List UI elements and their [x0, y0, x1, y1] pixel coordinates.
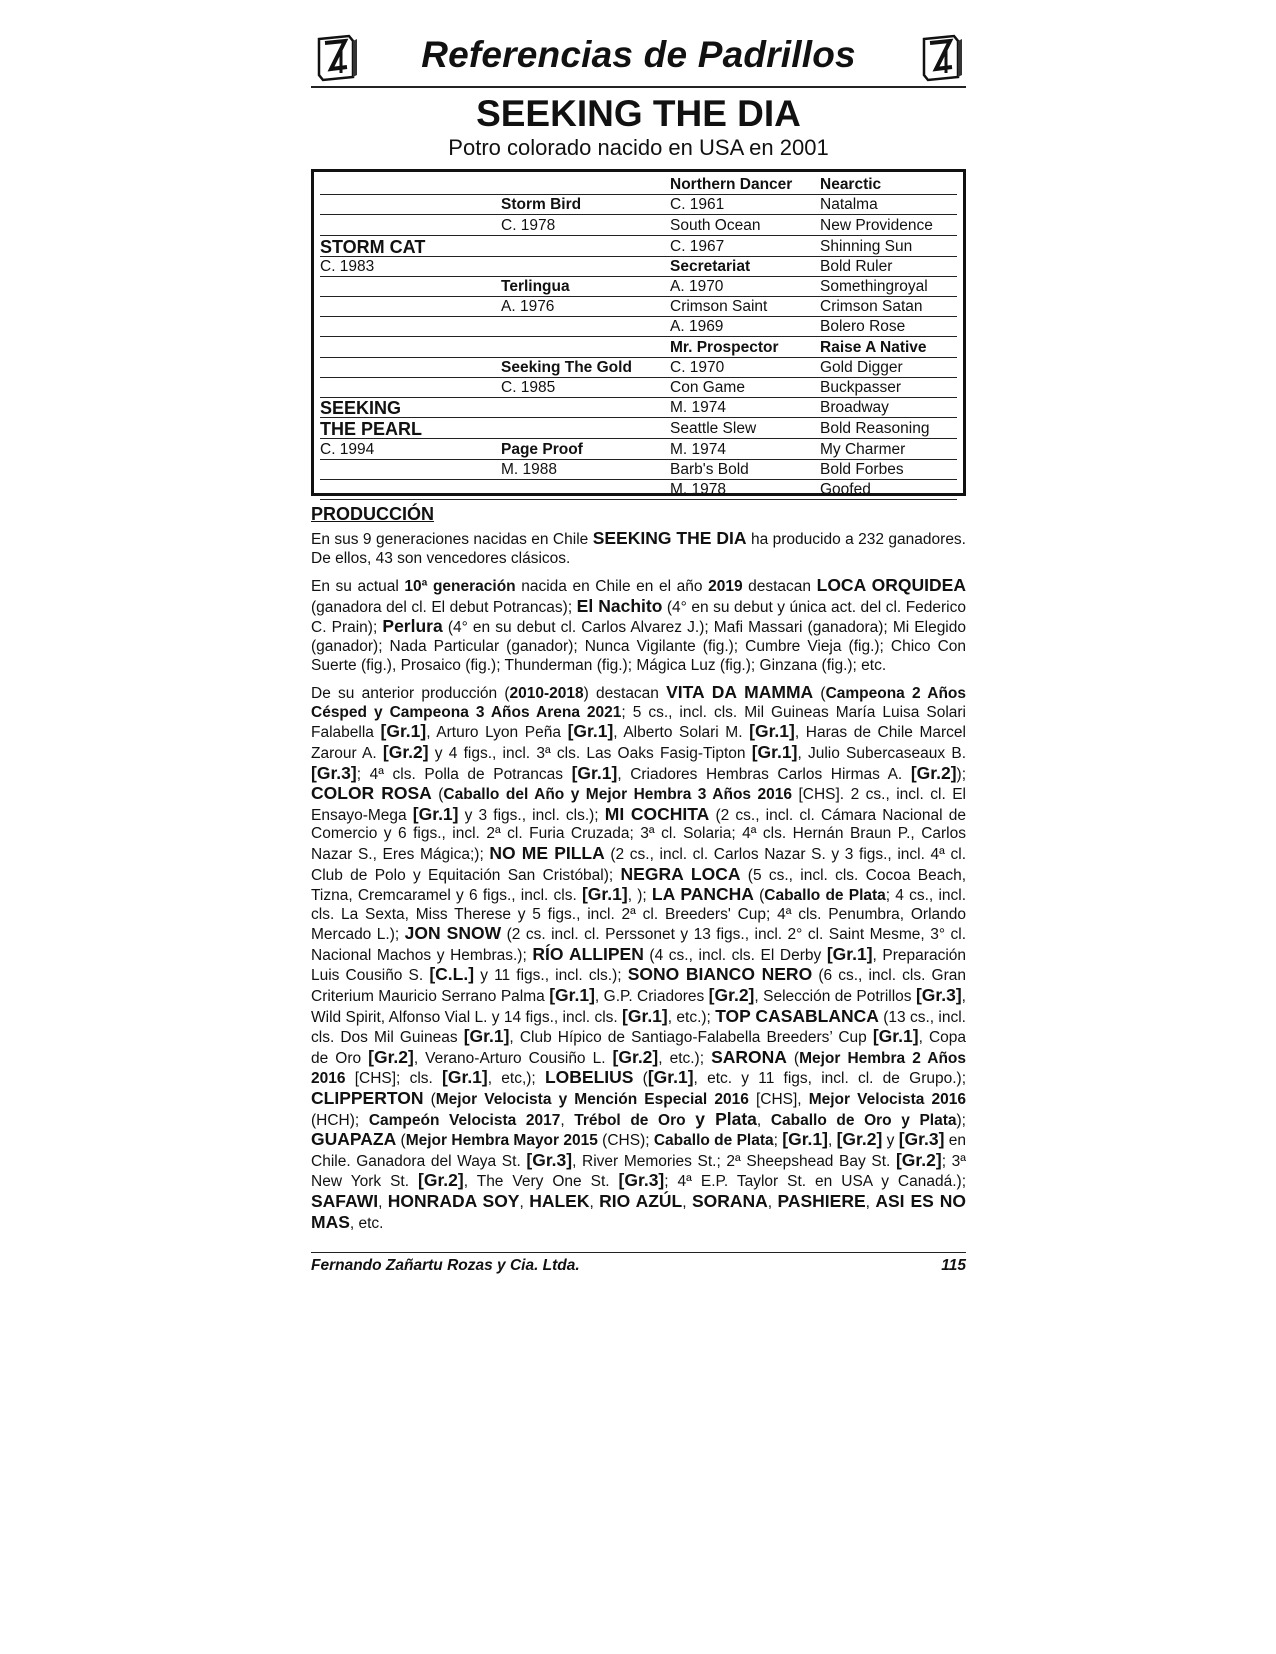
page-footer: [311, 1252, 966, 1275]
text-run: (13 cs., incl. cls. Dos Mil Guineas: [311, 1008, 966, 1047]
text-run: Mejor Hembra 2 Años 2016: [311, 1049, 967, 1088]
text-run: [Gr.1]: [412, 803, 459, 824]
text-run: , etc.);: [667, 1008, 716, 1026]
text-run: Trébol de Oro: [574, 1111, 686, 1129]
text-run: , Haras de Chile Marcel Zarour A.: [311, 724, 966, 762]
text-run: PASHIERE: [777, 1191, 866, 1211]
text-run: [Gr.1]: [751, 741, 798, 762]
text-run: HALEK: [529, 1191, 590, 1211]
text-run: ,: [827, 1132, 837, 1150]
text-run: En sus 9 generaciones nacidas en Chile: [311, 531, 593, 548]
text-run: , Preparación Luis Cousiño S.: [311, 946, 967, 985]
pedigree-cell: C. 1994: [320, 441, 375, 459]
text-run: , );: [627, 887, 652, 905]
pedigree-cell: Crimson Satan: [820, 298, 923, 316]
text-run: SAFAWI: [311, 1191, 379, 1211]
text-run: TOP CASABLANCA: [715, 1005, 879, 1026]
text-run: [C.L.]: [429, 964, 475, 985]
text-run: NEGRA LOCA: [620, 863, 741, 884]
text-run: (2 cs. incl. cl. Perssonet y 13 figs., incl. 2° cl. Saint Mesme, 3° cl. Nacional Machos y Hembras.);: [311, 926, 966, 964]
text-run: , etc.);: [658, 1049, 712, 1067]
production-heading: PRODUCCIÓN: [311, 504, 435, 524]
pedigree-cell: Bolero Rose: [820, 318, 906, 336]
text-run: GUAPAZA: [311, 1129, 397, 1150]
pedigree-cell: STORM CAT: [320, 237, 426, 256]
text-run: Mejor Velocista y Mención Especial 2016: [435, 1091, 749, 1109]
pedigree-cell: A. 1969: [670, 318, 724, 336]
text-run: [Gr.1]: [567, 721, 614, 742]
text-run: De su anterior producción (: [311, 685, 510, 703]
text-run: (: [423, 1091, 436, 1109]
pedigree-cell: Natalma: [820, 196, 878, 214]
pedigree-row: [320, 277, 957, 297]
text-run: [Gr.3]: [915, 985, 962, 1006]
text-run: [Gr.2]: [836, 1129, 883, 1150]
text-run: [Gr.2]: [382, 741, 429, 762]
text-run: [Gr.3]: [898, 1129, 945, 1150]
text-run: ; 4 cs., incl. cls. La Sexta, Miss Therese y 5 figs., incl. 2ª cl. Breeders' Cup; 4ª cls. Penumbra, Orlando Mercado L.);: [311, 887, 967, 944]
text-run: [Gr.2]: [708, 985, 755, 1006]
text-run: );: [956, 765, 966, 783]
page-header: [311, 30, 966, 88]
text-run: [Gr.2]: [910, 762, 957, 783]
text-run: (: [396, 1132, 406, 1150]
pedigree-cell: Seattle Slew: [670, 420, 757, 438]
text-run: (ganadora del cl. El debut Potrancas);: [311, 598, 577, 616]
pedigree-cell: C. 1967: [670, 237, 725, 255]
pedigree-cell: Crimson Saint: [670, 298, 768, 316]
text-run: , Criadores Hembras Carlos Hirmas A.: [617, 765, 911, 783]
pedigree-cell: Terlingua: [501, 277, 570, 295]
text-run: NO ME PILLA: [489, 842, 605, 863]
zr-logo-icon: [918, 33, 964, 83]
text-run: y 3 figs., incl. cls.);: [458, 806, 605, 824]
pedigree-cell: M. 1988: [501, 461, 558, 479]
text-run: SEEKING THE DIA: [592, 528, 747, 548]
pedigree-cell: M. 1974: [670, 399, 727, 417]
text-run: ,: [756, 1111, 771, 1129]
text-run: nacida en Chile en el año: [515, 578, 709, 596]
text-run: [Gr.3]: [618, 1170, 665, 1191]
text-run: 10ª generación: [404, 578, 516, 596]
text-run: (4° en su debut cl. Carlos Alvarez J.); Mafi Massari (ganadora); Mi Elegido (ganador); Nada Particular (ganador); Nunca Vigilante (fig.); Cumbre Vieja (fig.); Chico Con Suerte (fig.), Prosaico (fig.); Thunderman (fig.); Mágica Luz (fig.); Ginzana (fig.); etc.: [311, 619, 966, 674]
text-run: Caballo de Plata: [653, 1132, 774, 1150]
text-run: ,: [378, 1194, 388, 1211]
text-run: VITA DA MAMMA: [666, 682, 814, 703]
text-run: , G.P. Criadores: [594, 988, 709, 1006]
text-run: [Gr.1]: [749, 721, 795, 742]
pedigree-cell: A. 1976: [501, 298, 555, 316]
text-run: , etc.: [349, 1214, 384, 1232]
pedigree-cell: Storm Bird: [501, 196, 582, 214]
pedigree-cell: Northern Dancer: [670, 176, 793, 194]
text-run: Mejor Velocista 2016: [808, 1091, 966, 1109]
pedigree-row: [320, 257, 957, 277]
text-run: (5 cs., incl. cls. Cocoa Beach, Tizna, Cremcaramel y 6 figs., incl. cls.: [311, 866, 967, 905]
pedigree-cell: Gold Digger: [820, 358, 903, 376]
text-run: , Arturo Lyon Peña: [426, 724, 568, 742]
pedigree-cell: Broadway: [820, 399, 889, 417]
text-run: Caballo del Año y Mejor Hembra 3 Años 2016: [443, 786, 792, 804]
pedigree-cell: Raise A Native: [820, 338, 927, 356]
text-run: [Gr.1]: [872, 1026, 919, 1047]
text-run: [Gr.3]: [526, 1149, 573, 1170]
text-run: y 4 figs., incl. 3ª cls. Las Oaks Fasig-Tipton: [428, 744, 752, 762]
text-run: , Selección de Potrillos: [754, 988, 916, 1006]
text-run: en Chile. Ganadora del Waya St.: [311, 1132, 966, 1170]
pedigree-table: [311, 169, 966, 499]
text-run: Caballo de Oro y Plata: [770, 1111, 957, 1129]
text-run: ) destacan: [583, 685, 667, 703]
text-run: ,: [589, 1194, 600, 1211]
text-run: 2019: [708, 578, 743, 596]
text-run: MI COCHITA: [604, 803, 710, 824]
text-run: RIO AZÚL: [599, 1191, 683, 1211]
pedigree-cell: THE PEARL: [320, 420, 423, 439]
text-run: [Gr.1]: [647, 1067, 694, 1088]
pedigree-row: [320, 236, 957, 257]
text-run: (2 cs., incl. cl. Cámara Nacional de Comercio y 6 figs., incl. 2ª cl. Furia Cruzada; 3ª cl. Solaria; 4ª cls. Hernán Braun P., Carlos Nazar S., Eres Mágica;);: [311, 806, 966, 863]
text-run: [Gr.1]: [622, 1005, 668, 1026]
pedigree-row: [320, 418, 957, 439]
pedigree-cell: My Charmer: [820, 441, 906, 459]
text-run: , Julio Subercaseaux B.: [797, 744, 967, 762]
text-run: destacan: [742, 578, 817, 596]
pedigree-cell: Page Proof: [501, 441, 583, 459]
text-run: [Gr.1]: [463, 1026, 510, 1047]
text-run: , etc,);: [487, 1070, 545, 1088]
pedigree-cell: M. 1978: [670, 481, 727, 499]
pedigree-row: [320, 480, 957, 500]
pedigree-cell: Barb's Bold: [670, 461, 749, 479]
text-run: LOCA ORQUIDEA: [816, 575, 966, 596]
text-run: , The Very One St.: [463, 1173, 619, 1191]
pedigree-cell: A. 1970: [670, 277, 724, 295]
text-run: , Alberto Solari M.: [613, 724, 750, 742]
text-run: );: [956, 1111, 966, 1129]
pedigree-cell: Bold Ruler: [820, 257, 893, 275]
text-run: Campeón Velocista 2017: [368, 1111, 561, 1129]
text-run: SARONA: [711, 1046, 787, 1067]
text-run: CLIPPERTON: [311, 1088, 424, 1109]
pedigree-cell: Seeking The Gold: [501, 358, 632, 376]
pedigree-row: [320, 215, 957, 235]
pedigree-cell: Nearctic: [820, 176, 882, 194]
text-run: , Verano-Arturo Cousiño L.: [413, 1049, 613, 1067]
document-page: [311, 30, 967, 1274]
pedigree-cell: C. 1970: [670, 358, 725, 376]
text-run: JON SNOW: [404, 923, 502, 944]
text-run: ,: [767, 1194, 778, 1211]
text-run: , Wild Spirit, Alfonso Vial L. y 14 figs., incl. cls.: [311, 988, 966, 1026]
pedigree-cell: C. 1978: [501, 216, 556, 234]
pedigree-row: [320, 439, 957, 460]
pedigree-cell: M. 1974: [670, 441, 727, 459]
pedigree-row: [320, 195, 957, 215]
text-run: HONRADA SOY: [387, 1191, 520, 1211]
text-run: y: [882, 1132, 899, 1150]
page-title: Referencias de Padrillos: [421, 34, 856, 75]
text-run: [Gr.2]: [368, 1046, 414, 1067]
text-run: (: [786, 1049, 800, 1067]
pedigree-cell: Buckpasser: [820, 378, 901, 396]
text-run: (: [431, 786, 444, 804]
text-run: , etc. y 11 figs, incl. cl. de Grupo.);: [693, 1070, 966, 1088]
text-run: [CHS]; cls.: [345, 1070, 443, 1088]
text-run: (: [813, 685, 826, 703]
text-run: LA PANCHA: [651, 884, 754, 905]
text-run: (: [753, 887, 765, 905]
text-run: [CHS],: [748, 1091, 809, 1109]
text-run: 2010-2018: [509, 685, 584, 703]
pedigree-cell: Shinning Sun: [820, 237, 913, 255]
text-run: , Copa de Oro: [311, 1029, 967, 1067]
pedigree-cell: C. 1961: [670, 196, 725, 214]
pedigree-cell: SEEKING: [320, 399, 402, 418]
text-run: [Gr.2]: [895, 1149, 942, 1170]
pedigree-cell: Goofed: [820, 481, 871, 499]
pedigree-row: [320, 297, 957, 317]
text-run: Campeona 2 Años Césped y Campeona 3 Años Arena 2021: [311, 685, 966, 721]
text-run: COLOR ROSA: [311, 783, 432, 804]
pedigree-cell: Con Game: [670, 378, 745, 396]
text-run: Perlura: [382, 616, 443, 637]
text-run: [Gr.1]: [380, 721, 427, 742]
text-run: y Plata: [695, 1108, 757, 1129]
pedigree-cell: C. 1985: [501, 378, 556, 396]
horse-subtitle: Potro colorado nacido en USA en 2001: [448, 135, 829, 160]
text-run: [Gr.3]: [311, 762, 357, 783]
pedigree-row: [320, 337, 957, 357]
text-run: ; 4ª E.P. Taylor St. en USA y Canadá.);: [664, 1173, 967, 1191]
text-run: ; 5 cs., incl. cls. Mil Guineas María Luisa Solari Falabella: [311, 703, 966, 742]
pedigree-cell: New Providence: [820, 216, 933, 234]
pedigree-row: [320, 460, 957, 480]
text-run: ,: [865, 1194, 876, 1211]
production-paragraph-summary: [311, 529, 966, 568]
text-run: (6 cs., incl. cls. Gran Criterium Mauricio Serrano Palma: [311, 967, 966, 1006]
text-run: (4° en su debut y única act. del cl. Federico C. Prain);: [311, 598, 966, 637]
text-run: [Gr.1]: [826, 943, 873, 964]
text-run: [Gr.1]: [442, 1067, 488, 1088]
text-run: [Gr.1]: [549, 985, 595, 1006]
text-run: LOBELIUS: [544, 1067, 634, 1088]
pedigree-row: [320, 358, 957, 378]
text-run: Mejor Hembra Mayor 2015: [405, 1132, 598, 1150]
text-run: RÍO ALLIPEN: [532, 943, 644, 964]
text-run: [Gr.2]: [418, 1170, 464, 1191]
text-run: SORANA: [691, 1191, 768, 1211]
pedigree-cell: C. 1983: [320, 257, 375, 275]
production-paragraph-current: [311, 576, 966, 675]
text-run: [Gr.1]: [581, 884, 628, 905]
pedigree-cell: Somethingroyal: [820, 277, 928, 295]
text-run: [Gr.1]: [571, 762, 618, 783]
pedigree-row: [320, 317, 957, 337]
text-run: En su actual: [311, 578, 405, 596]
text-run: (2 cs., incl. cl. Carlos Nazar S. y 3 figs., incl. 4ª cl. Club de Polo y Equitación San Cristóbal);: [311, 845, 967, 884]
footer-company: Fernando Zañartu Rozas y Cia. Ltda.: [311, 1257, 580, 1274]
page-number: 115: [941, 1257, 966, 1274]
text-run: ,: [560, 1111, 575, 1129]
pedigree-cell: Bold Forbes: [820, 461, 904, 479]
text-run: , Club Hípico de Santiago-Falabella Breeders’ Cup: [509, 1029, 873, 1047]
text-run: ha producido a 232 ganadores. De ellos, 43 son vencedores clásicos.: [311, 531, 966, 567]
pedigree-cell: Secretariat: [670, 257, 751, 275]
pedigree-row: [320, 175, 957, 195]
text-run: [686, 1112, 696, 1129]
text-run: [Gr.2]: [612, 1046, 659, 1067]
text-run: ; 4ª cls. Polla de Potrancas: [356, 765, 572, 783]
pedigree-row: [320, 398, 957, 418]
pedigree-cell: South Ocean: [670, 216, 761, 234]
pedigree-row: [320, 378, 957, 398]
pedigree-cell: Mr. Prospector: [670, 338, 779, 356]
pedigree-cell: Bold Reasoning: [820, 420, 930, 438]
text-run: SONO BIANCO NERO: [627, 964, 813, 985]
text-run: ASI ES NO MAS: [311, 1191, 967, 1232]
text-run: ,: [682, 1194, 692, 1211]
text-run: Caballo de Plata: [764, 887, 886, 905]
text-run: ; 3ª New York St.: [311, 1152, 966, 1191]
text-run: (HCH);: [311, 1111, 369, 1129]
text-run: ,: [519, 1194, 530, 1211]
text-run: (: [633, 1070, 648, 1088]
pedigree-rows: [320, 175, 957, 500]
text-run: (4 cs., incl. cls. El Derby: [643, 946, 827, 964]
text-run: (CHS);: [597, 1132, 654, 1150]
text-run: El Nachito: [576, 595, 663, 616]
horse-name: SEEKING THE DIA: [476, 93, 801, 134]
text-run: [Gr.1]: [782, 1129, 828, 1150]
text-run: [CHS]. 2 cs., incl. cl. El Ensayo-Mega: [311, 786, 966, 824]
production-paragraph-previous: [311, 683, 966, 1233]
text-run: y 11 figs., incl. cls.);: [474, 967, 628, 985]
text-run: , River Memories St.; 2ª Sheepshead Bay St.: [572, 1152, 896, 1170]
text-run: ;: [773, 1132, 783, 1150]
